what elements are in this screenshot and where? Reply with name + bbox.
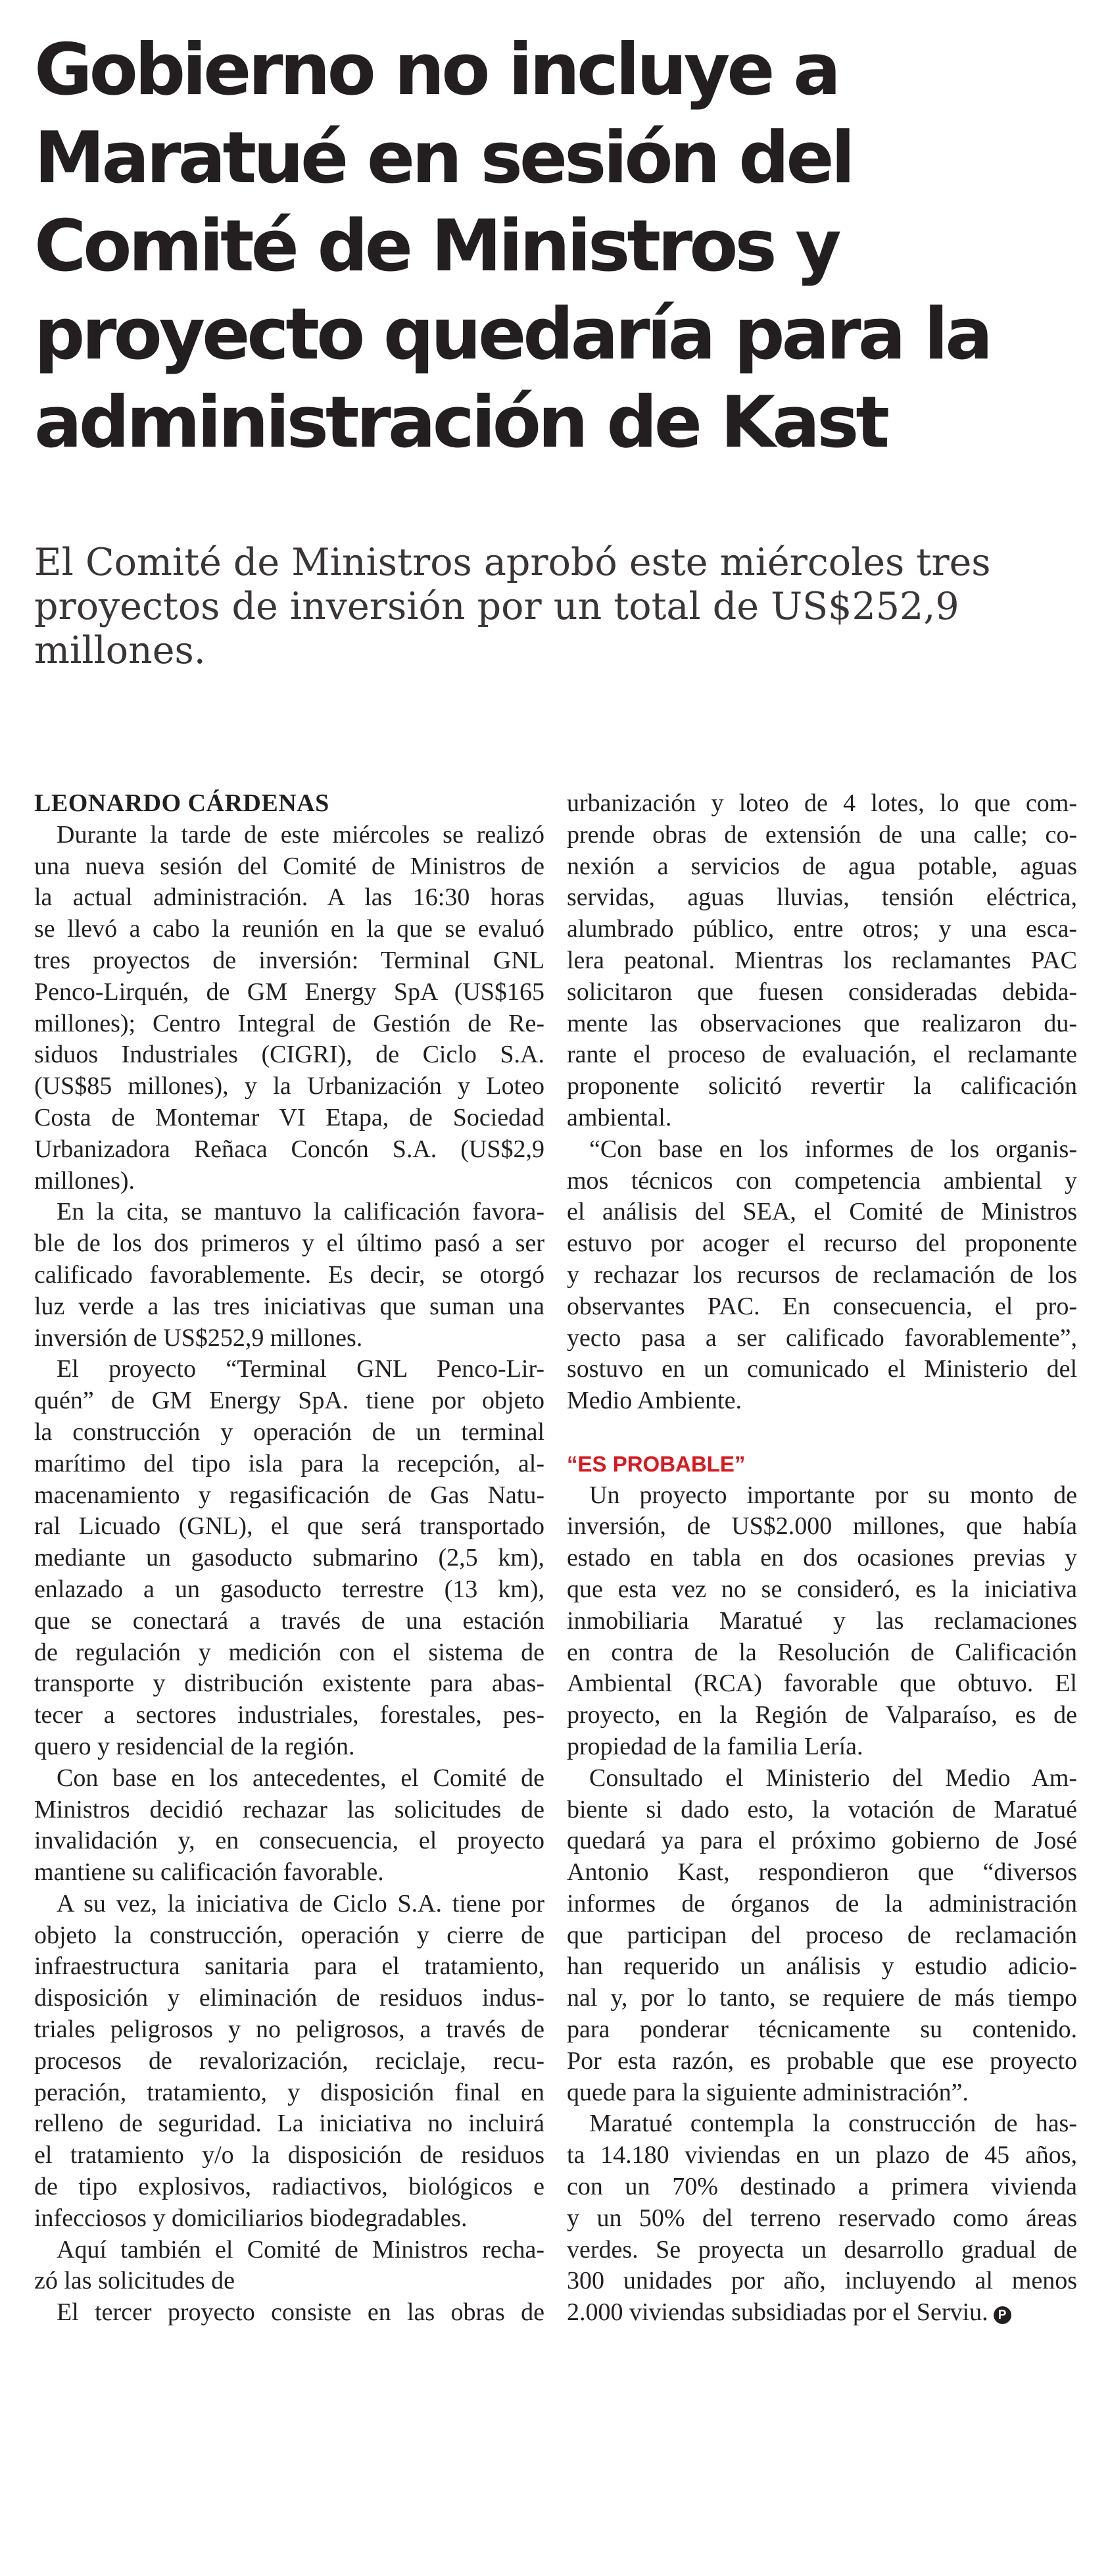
body-line: biente si dado esto, la votación de Maratué: [567, 1795, 1077, 1823]
body-line: En la cita, se mantuvo la calificación favora-: [57, 1198, 544, 1226]
body-line: disposición y eliminación de residuos indus-: [34, 1984, 544, 2012]
body-line: solicitaron que fuesen consideradas debida-: [567, 978, 1077, 1006]
body-line: luz verde a las tres iniciativas que suman una: [34, 1292, 544, 1320]
body-line: la construcción y operación de un terminal: [34, 1418, 544, 1446]
body-line: millones).: [34, 1166, 135, 1195]
body-line: estado en tabla en dos ocasiones previas y: [567, 1544, 1077, 1572]
body-line: mos técnicos con competencia ambiental y: [567, 1166, 1077, 1195]
body-line: mediante un gasoducto submarino (2,5 km),: [34, 1544, 544, 1572]
body-line: peración, tratamiento, y disposición final en: [34, 2078, 544, 2106]
body-line: Aquí también el Comité de Ministros rechа-: [57, 2235, 544, 2264]
body-line: Medio Ambiente.: [567, 1387, 742, 1415]
body-line: estuvo por acoger el recurso del proponente: [567, 1229, 1077, 1258]
headline-line: Comité de Ministros y: [34, 205, 838, 287]
body-line: millones); Centro Integral de Gestión de Re-: [34, 1009, 544, 1037]
body-line: Ambiental (RCA) favorable que obtuvo. El: [567, 1670, 1077, 1698]
body-line: que participan del proceso de reclamación: [567, 1921, 1077, 1949]
body-line: quede para la siguiente administración”.: [567, 2078, 969, 2106]
body-line: macenamiento y regasificación de Gas Natu-: [34, 1481, 544, 1509]
body-line: zó las solicitudes de: [34, 2267, 235, 2295]
body-line: relleno de seguridad. La iniciativa no incluirá: [34, 2110, 544, 2138]
body-line: marítimo del tipo isla para la recepción, al-: [34, 1449, 544, 1477]
body-line: con un 70% destinado a primera vivienda: [567, 2173, 1077, 2201]
body-line: inmobiliaria Maratué y las reclamaciones: [567, 1606, 1077, 1635]
body-line: han requerido un análisis y estudio adicio-: [567, 1952, 1077, 1981]
body-line: observantes PAC. En consecuencia, el pro-: [567, 1292, 1077, 1320]
body-line: verdes. Se proyecta un desarrollo gradual de: [567, 2235, 1077, 2264]
end-of-article-icon: P: [994, 2306, 1011, 2324]
last-line: [567, 2297, 1077, 2329]
article-column-left: [34, 788, 544, 2329]
body-line: calificado favorablemente. Es decir, se otorgó: [34, 1260, 544, 1289]
body-line: ble de los dos primeros y el último pasó a ser: [34, 1229, 544, 1258]
body-line: servidas, aguas lluvias, tensión eléctrica,: [567, 883, 1077, 912]
body-line: transporte y distribución existente para abas-: [34, 1670, 544, 1698]
body-line: Maratué contempla la construcción de has-: [589, 2110, 1077, 2138]
body-line: y rechazar los recursos de reclamación de los: [567, 1260, 1077, 1289]
body-line: Con base en los antecedentes, el Comité de: [57, 1764, 544, 1792]
body-line: rante el proceso de evaluación, el reclamante: [567, 1041, 1077, 1069]
body-line: invalidación y, en consecuencia, el proyecto: [34, 1827, 544, 1855]
headline-line: Maratué en sesión del: [34, 117, 852, 199]
body-line: la actual administración. A las 16:30 horas: [34, 883, 544, 912]
body-line: Penco-Lirquén, de GM Energy SpA (US$165: [34, 978, 544, 1006]
body-line: de regulación y medición con el sistema de: [34, 1638, 544, 1666]
body-line: el tratamiento y/o la disposición de residuos: [34, 2141, 544, 2169]
body-line: mente las observaciones que realizaron du-: [567, 1009, 1077, 1037]
body-line: tres proyectos de inversión: Terminal GNL: [34, 946, 544, 974]
body-line: triales peligrosos y no peligrosos, a través de: [34, 2016, 544, 2044]
body-line: ta 14.180 viviendas en un plazo de 45 años,: [567, 2141, 1077, 2169]
body-line: infraestructura sanitaria para el tratamiento,: [34, 1952, 544, 1981]
headline-line: administración de Kast: [34, 382, 887, 464]
body-line: tecer a sectores industriales, forestales, pes-: [34, 1701, 544, 1729]
body-line: Un proyecto importante por su monto de: [589, 1481, 1077, 1509]
body-line: para ponderar técnicamente su contenido.: [567, 2016, 1077, 2044]
body-line: una nueva sesión del Comité de Ministros de: [34, 852, 544, 880]
body-line: se llevó a cabo la reunión en la que se evaluó: [34, 915, 544, 943]
body-line: El tercer proyecto consiste en las obras de: [57, 2298, 544, 2327]
subtitle: [34, 541, 1080, 673]
body-line: y un 50% del terreno reservado como áreas: [567, 2204, 1077, 2232]
byline: LEONARDO CÁRDENAS: [34, 789, 329, 817]
body-line: Por esta razón, es probable que ese proyecto: [567, 2046, 1077, 2075]
body-line: Consultado el Ministerio del Medio Am-: [589, 1764, 1077, 1792]
headline-line: proyecto quedaría para la: [34, 293, 990, 376]
body-line: informes de órganos de la administración: [567, 1889, 1077, 1918]
body-line: alumbrado público, entre otros; y una esca-: [567, 915, 1077, 943]
spacer: [567, 1417, 1077, 1449]
subtitle-line: millones.: [34, 629, 206, 672]
body-line: nal y, por lo tanto, se requiere de más tiempo: [567, 1984, 1077, 2012]
body-line: proponente solicitó revertir la calificación: [567, 1072, 1077, 1101]
body-line: enlazado a un gasoducto terrestre (13 km),: [34, 1575, 544, 1603]
body-line: en contra de la Resolución de Calificación: [567, 1638, 1077, 1666]
body-line: Costa de Montemar VI Etapa, de Sociedad: [34, 1103, 544, 1131]
section-heading: “ES PROBABLE”: [567, 1451, 746, 1476]
body-line: 2.000 viviendas subsidiadas por el Serviu.: [567, 2298, 988, 2327]
body-line: ral Licuado (GNL), el que será transportado: [34, 1512, 544, 1541]
body-line: yecto pasa a ser calificado favorablemente”,: [567, 1324, 1077, 1352]
body-line: Antonio Kast, respondieron que “diversos: [567, 1858, 1077, 1887]
body-line: mantiene su calificación favorable.: [34, 1858, 384, 1887]
body-line: nexión a servicios de agua potable, aguas: [567, 852, 1077, 880]
body-line: infecciosos y domiciliarios biodegradables.: [34, 2204, 468, 2232]
body-line: prende obras de extensión de una calle; co-: [567, 820, 1077, 849]
body-line: (US$85 millones), y la Urbanización y Loteo: [34, 1072, 544, 1101]
body-line: inversión, de US$2.000 millones, que había: [567, 1512, 1077, 1541]
body-line: quedará ya para el próximo gobierno de José: [567, 1827, 1077, 1855]
body-line: Ministros decidió rechazar las solicitudes de: [34, 1795, 544, 1823]
body-line: quén” de GM Energy SpA. tiene por objeto: [34, 1387, 544, 1415]
headline-line: Gobierno no incluye a: [34, 29, 838, 111]
body-line: proyecto, en la Región de Valparaíso, es de: [567, 1701, 1077, 1729]
headline: [34, 26, 1086, 467]
article-column-right: [567, 788, 1077, 2329]
body-line: urbanización y loteo de 4 lotes, lo que com-: [567, 789, 1077, 817]
body-line: inversión de US$252,9 millones.: [34, 1324, 363, 1352]
body-line: A su vez, la iniciativa de Ciclo S.A. tiene por: [57, 1889, 544, 1918]
body-line: el análisis del SEA, el Comité de Ministros: [567, 1198, 1077, 1226]
body-line: que esta vez no se consideró, es la iniciativa: [567, 1575, 1077, 1603]
body-line: “Con base en los informes de los organis-: [589, 1135, 1077, 1163]
body-line: ambiental.: [567, 1103, 672, 1131]
body-line: quero y residencial de la región.: [34, 1732, 355, 1760]
body-line: Durante la tarde de este miércoles se realizó: [57, 820, 544, 849]
body-line: Urbanizadora Reñaca Concón S.A. (US$2,9: [34, 1135, 544, 1163]
body-line: sostuvo en un comunicado el Ministerio del: [567, 1355, 1077, 1383]
body-line: El proyecto “Terminal GNL Penco-Lir-: [57, 1355, 544, 1383]
subtitle-line: proyectos de inversión por un total de US$252,9: [34, 585, 959, 628]
body-line: objeto la construcción, operación y cierre de: [34, 1921, 544, 1949]
body-line: 300 unidades por año, incluyendo al menos: [567, 2267, 1077, 2295]
body-line: siduos Industriales (CIGRI), de Ciclo S.A.: [34, 1041, 544, 1069]
body-line: propiedad de la familia Lería.: [567, 1732, 863, 1760]
body-line: de tipo explosivos, radiactivos, biológicos e: [34, 2173, 544, 2201]
body-line: lera peatonal. Mientras los reclamantes PAC: [567, 946, 1077, 974]
subtitle-line: El Comité de Ministros aprobó este miércoles tres: [34, 541, 991, 584]
body-line: que se conectará a través de una estación: [34, 1606, 544, 1635]
body-line: procesos de revalorización, reciclaje, recu-: [34, 2046, 544, 2075]
